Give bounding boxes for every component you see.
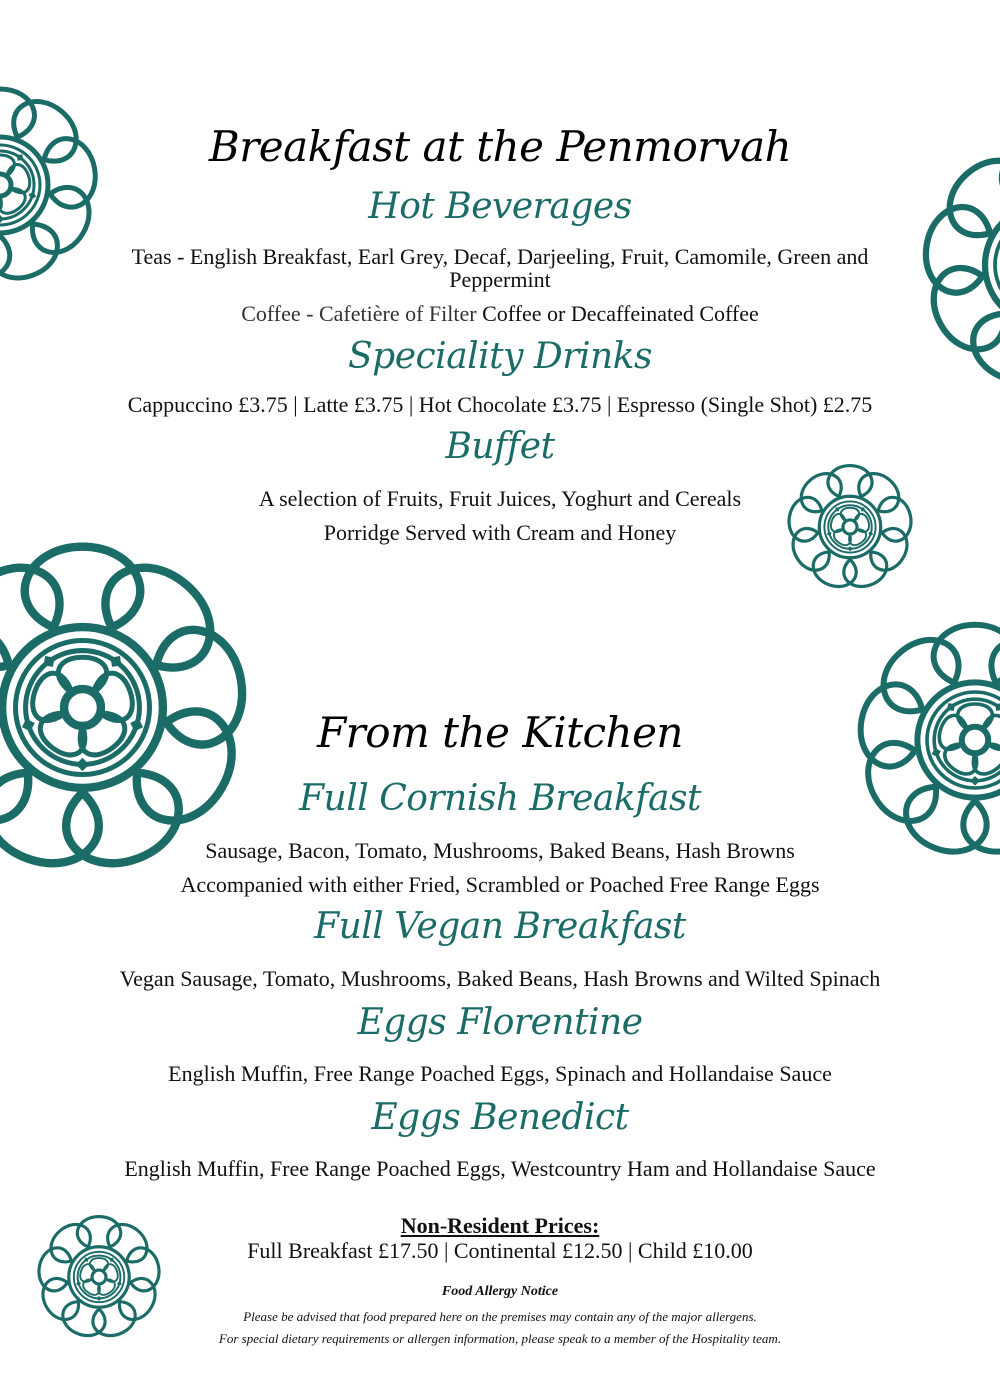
speciality-drinks-prices: Cappuccino £3.75 | Latte £3.75 | Hot Chocolate £3.75 | Espresso (Single Shot) £2.75	[127, 392, 873, 417]
non-resident-heading: Non-Resident Prices:	[400, 1213, 600, 1238]
full-cornish-line: Accompanied with either Fried, Scrambled or Poached Free Range Eggs	[180, 872, 820, 897]
coffee-line-part1: Coffee - Cafetière of Filter	[241, 301, 477, 326]
section-heading-full-cornish: Full Cornish Breakfast	[299, 778, 701, 819]
eggs-benedict-line: English Muffin, Free Range Poached Eggs, Westcountry Ham and Hollandaise Sauce	[124, 1156, 876, 1181]
section-heading-eggs-florentine: Eggs Florentine	[357, 1002, 643, 1043]
buffet-line: Porridge Served with Cream and Honey	[323, 520, 677, 545]
coffee-line-part2: Coffee or Decaffeinated Coffee	[476, 301, 759, 326]
buffet-line: A selection of Fruits, Fruit Juices, Yoghurt and Cereals	[258, 486, 742, 511]
kitchen-title: From the Kitchen	[317, 708, 683, 757]
section-heading-buffet: Buffet	[445, 426, 555, 467]
teas-line-continued: Peppermint	[449, 267, 551, 292]
non-resident-prices: Full Breakfast £17.50 | Continental £12.50 | Child £10.00	[247, 1238, 753, 1263]
eggs-florentine-line: English Muffin, Free Range Poached Eggs, Spinach and Hollandaise Sauce	[168, 1061, 832, 1086]
full-cornish-line: Sausage, Bacon, Tomato, Mushrooms, Baked Beans, Hash Browns	[205, 838, 795, 863]
section-heading-full-vegan: Full Vegan Breakfast	[314, 906, 686, 947]
page-title: Breakfast at the Penmorvah	[208, 122, 792, 171]
allergy-notice-title: Food Allergy Notice	[441, 1284, 559, 1299]
section-heading-hot-beverages: Hot Beverages	[368, 186, 632, 227]
allergy-notice-line: Please be advised that food prepared here on the premises may contain any of the major allergens.	[243, 1309, 757, 1324]
full-vegan-line: Vegan Sausage, Tomato, Mushrooms, Baked Beans, Hash Browns and Wilted Spinach	[119, 966, 881, 991]
section-heading-speciality-drinks: Speciality Drinks	[348, 336, 652, 377]
section-heading-eggs-benedict: Eggs Benedict	[371, 1097, 629, 1138]
allergy-notice-line: For special dietary requirements or allergen information, please speak to a member of the Hospitality team.	[218, 1331, 782, 1346]
teas-line: Teas - English Breakfast, Earl Grey, Decaf, Darjeeling, Fruit, Camomile, Green and	[131, 244, 869, 269]
coffee-line	[0, 302, 1000, 326]
